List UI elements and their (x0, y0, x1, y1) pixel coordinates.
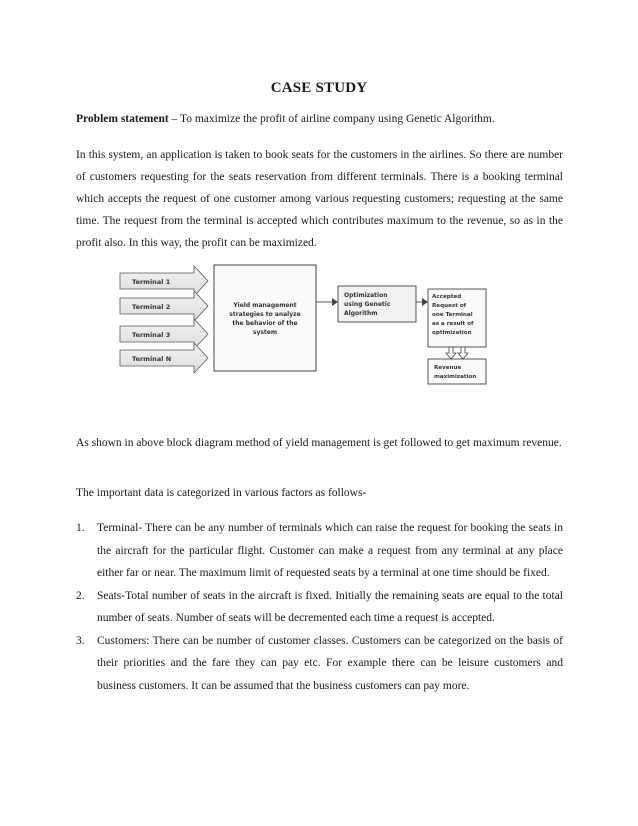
list-number: 3. (76, 634, 85, 647)
yield-line-2: strategies to analyze (229, 311, 301, 318)
flow-arrow-accepted-to-revenue (446, 347, 468, 359)
list-item-text: Customers: There can be number of customer classes. Customers can be categorized on the basis of their priorities and the fare they can pay etc. For example there can be leisure customers and business customers. It can be assumed that the business customers can pay more. (97, 634, 563, 692)
revenue-line-2: maximization (434, 374, 477, 380)
list-item-text: Terminal- There can be any number of terminals which can raise the request for booking the seats in the aircraft for the particular flight. Customer can make a request from any terminal at any place either far or near. The maximum limit of requested seats by a terminal at one time should be fixed. (97, 522, 563, 579)
block-diagram (112, 262, 492, 386)
problem-statement-text: – To maximize the profit of airline company using Genetic Algorithm. (168, 113, 495, 125)
after-diagram-text: As shown in above block diagram method of yield management is get followed to get maximum revenue. (76, 437, 562, 449)
categorized-intro-text: The important data is categorized in various factors as follows- (76, 487, 367, 499)
list-number: 2. (76, 589, 85, 602)
problem-statement-label: Problem statement (76, 113, 169, 125)
accepted-line-4: as a result of (432, 321, 474, 327)
accepted-line-5: optimization (432, 330, 472, 336)
flow-arrow-optimization-to-accepted (416, 298, 428, 306)
revenue-line-1: Revenue (434, 365, 462, 371)
accepted-line-3: one Terminal (432, 312, 473, 318)
optimization-line-3: Algorithm (344, 310, 378, 317)
optimization-box (338, 286, 416, 322)
yield-management-box (214, 265, 316, 371)
accepted-line-1: Accepted (432, 294, 462, 300)
optimization-line-2: using Genetic (344, 301, 391, 308)
list-item (76, 630, 563, 698)
list-number: 1. (76, 522, 85, 534)
revenue-maximization-box (428, 359, 486, 384)
terminal-label-2: Terminal 2 (132, 303, 171, 311)
terminal-label-n: Terminal N (132, 355, 172, 363)
categorized-intro (76, 482, 563, 504)
terminal-label-1: Terminal 1 (132, 278, 171, 286)
optimization-line-1: Optimization (344, 292, 388, 299)
flow-arrow-yield-to-optimization (316, 298, 338, 306)
list-item (76, 517, 563, 585)
yield-line-3: the behavior of the (232, 320, 298, 327)
terminal-arrow-2 (120, 291, 208, 321)
page-title: CASE STUDY (270, 80, 368, 96)
intro-paragraph (76, 144, 563, 254)
yield-line-1: Yield management (233, 302, 297, 309)
yield-line-4: system (252, 329, 278, 336)
problem-statement (76, 108, 563, 130)
factors-list (76, 517, 563, 697)
block-diagram-svg (112, 262, 492, 386)
accepted-line-2: Request of (432, 303, 467, 309)
list-item (76, 585, 563, 630)
terminal-arrow-n (120, 343, 208, 373)
list-item-text: Seats-Total number of seats in the aircraft is fixed. Initially the remaining seats are equal to the total number of seats. Number of seats will be decremented each time a request is accepted. (97, 589, 563, 624)
after-diagram-paragraph (76, 432, 563, 454)
intro-text: In this system, an application is taken to book seats for the customers in the airlines. So there are number of customers requesting for the seats reservation from different terminals. There is a booking terminal which accepts the request of one customer among various requesting customers; requesting at the same time. The request from the terminal is accepted which contributes maximum to the revenue, so as in the profit also. In this way, the profit can be maximized. (76, 149, 563, 249)
terminal-label-3: Terminal 3 (132, 331, 171, 339)
accepted-request-box (428, 289, 486, 347)
